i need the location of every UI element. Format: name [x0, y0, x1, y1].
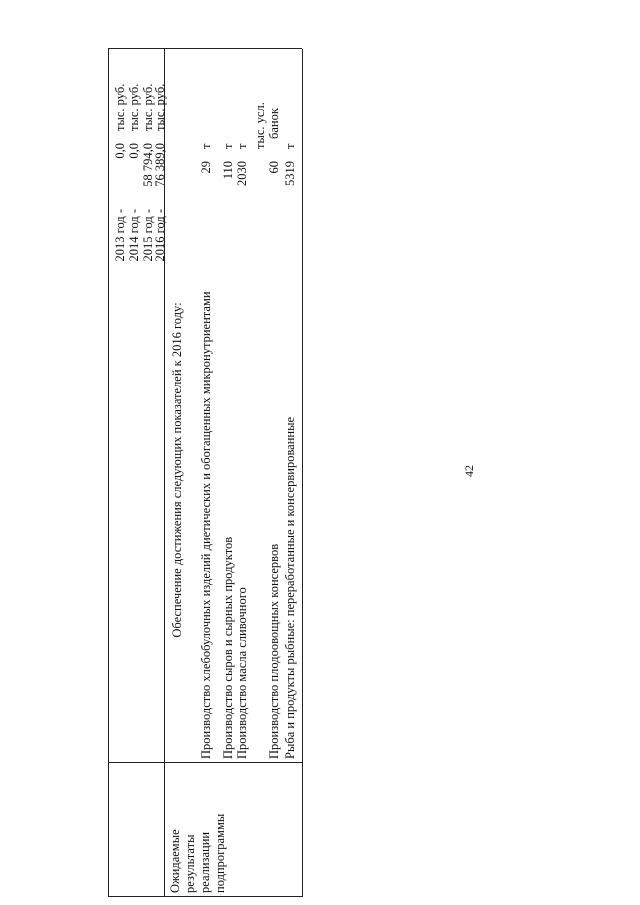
financing-amount: 0,0: [113, 143, 127, 159]
financing-year: 2013 год -: [113, 209, 127, 262]
indicator-label: Производство сыров и сырных продуктов: [221, 536, 235, 759]
indicator-value: 60: [267, 161, 281, 174]
results-header: Обеспечение достижения следующих показателей к 2016 году:: [170, 302, 184, 638]
financing-amount: 76 389,0: [153, 143, 167, 187]
indicator-value: 5319: [283, 161, 297, 186]
indicator-unit: т: [199, 143, 213, 149]
table-column-divider: [108, 762, 302, 763]
financing-year: 2014 год -: [127, 209, 141, 262]
table-top-border: [108, 49, 109, 897]
indicator-unit: тыс. усл.: [253, 102, 267, 149]
table-right-border: [108, 48, 302, 49]
row-heading-line: подпрограммы: [213, 813, 227, 893]
row-heading-line: реализации: [198, 831, 212, 893]
table-bottom-border: [302, 49, 303, 897]
financing-unit: тыс. руб.: [141, 83, 155, 131]
indicator-unit: т: [235, 143, 249, 149]
indicator-value: 29: [199, 161, 213, 174]
indicator-label: Производство масла сливочного: [235, 587, 249, 759]
indicator-unit: т: [221, 143, 235, 149]
indicator-label: Рыба и продукты рыбные: переработанные и консервированные: [283, 416, 297, 759]
indicator-value: 2030: [235, 161, 249, 186]
row-heading-line: результаты: [183, 834, 197, 893]
financing-amount: 58 794,0: [141, 143, 155, 187]
page-number: 42: [462, 465, 476, 477]
financing-year: 2016 год -: [153, 209, 167, 262]
table-left-border: [108, 896, 302, 897]
indicator-unit: банок: [267, 108, 281, 139]
indicator-value: 110: [221, 161, 235, 180]
financing-amount: 0,0: [127, 143, 141, 159]
financing-year: 2015 год -: [141, 209, 155, 262]
financing-unit: тыс. руб.: [127, 83, 141, 131]
financing-unit: тыс. руб.: [153, 83, 167, 131]
indicator-label: Производство хлебобулочных изделий диетических и обогащенных микронутриентами: [199, 291, 213, 759]
indicator-label: Производство плодоовощных консервов: [267, 543, 281, 759]
financing-unit: тыс. руб.: [113, 83, 127, 131]
row-heading-line: Ожидаемые: [168, 829, 182, 893]
indicator-unit: т: [283, 143, 297, 149]
